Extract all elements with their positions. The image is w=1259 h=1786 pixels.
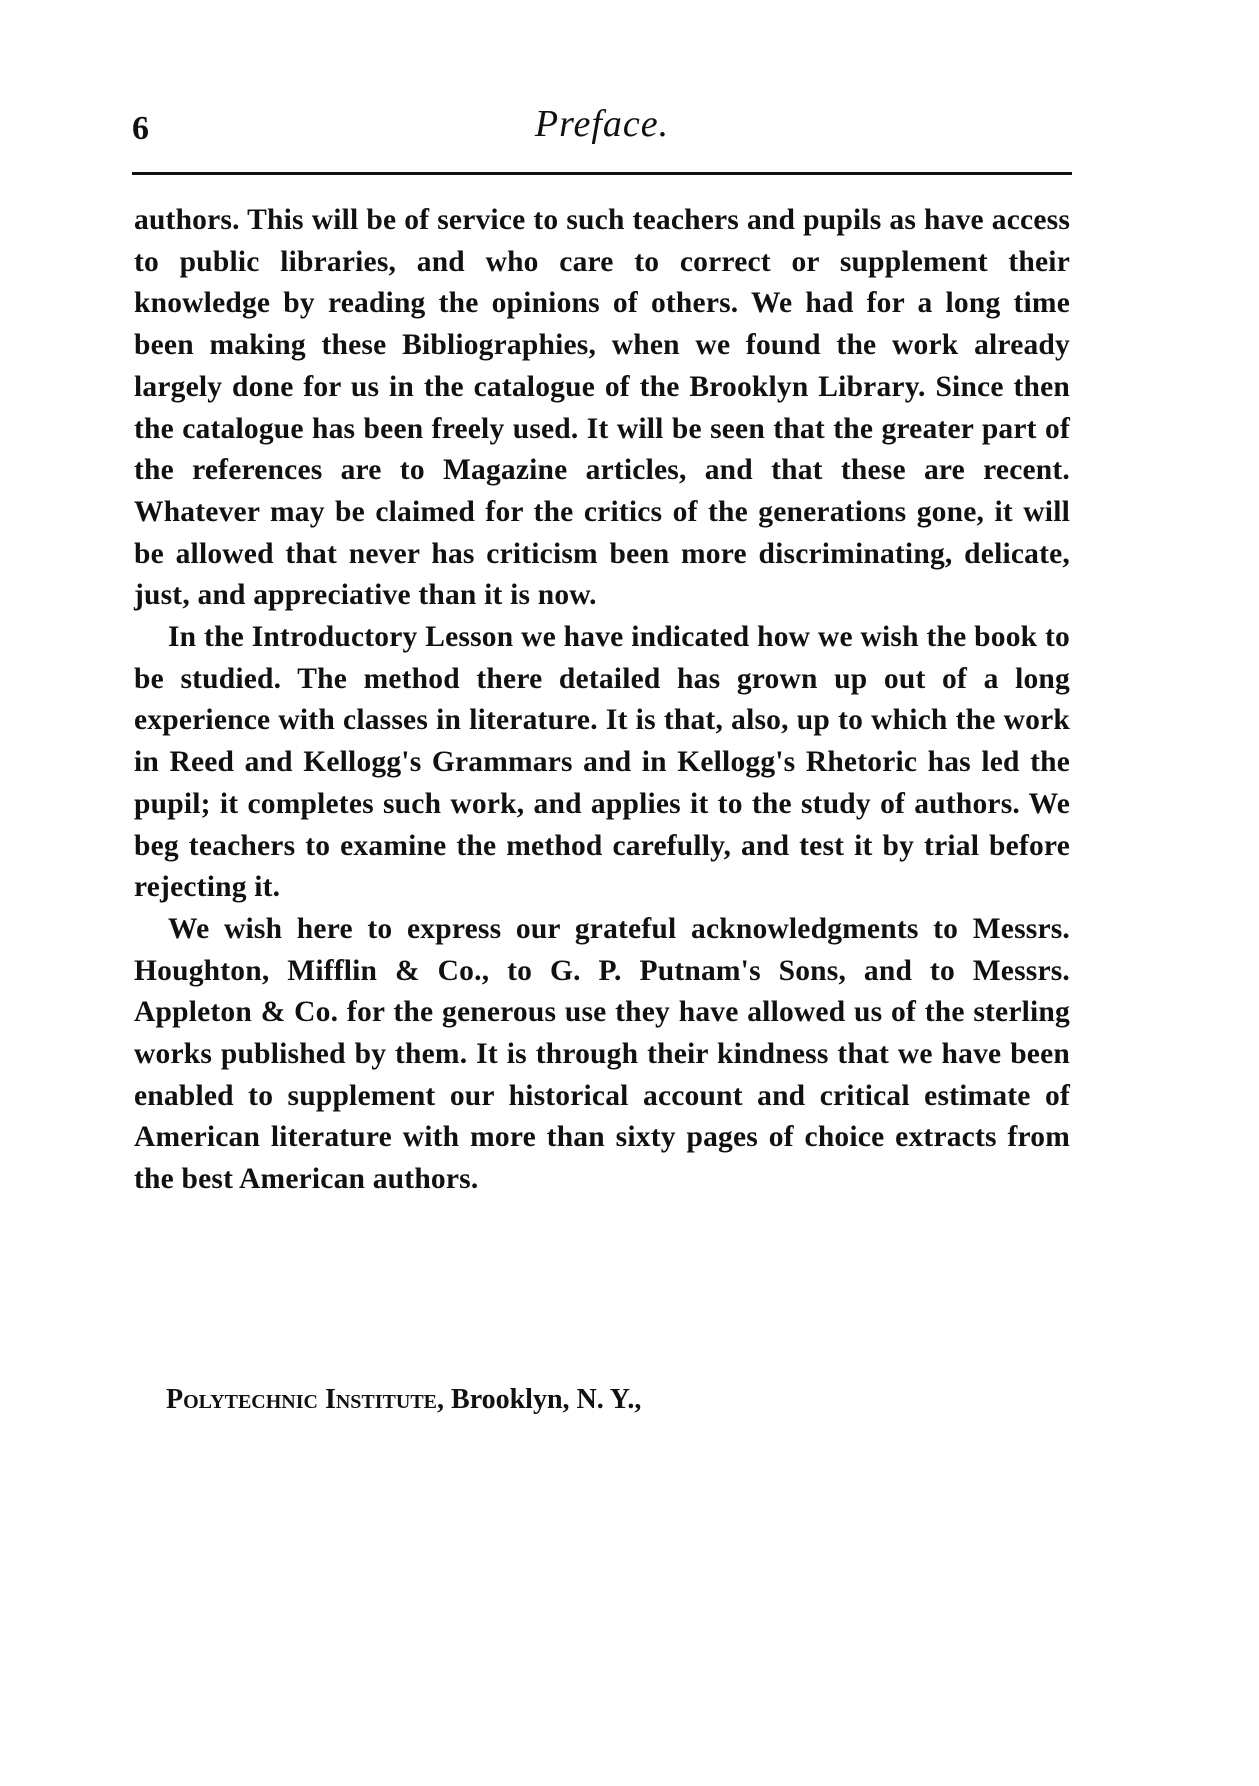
paragraph-continuation: authors. This will be of service to such teachers and pupils as have access to public libraries, and who care to correct or supplement their knowledge by reading the opinions of others. We had for a long time been making these Bibliographies, when we found the work already largely done for us in the catalogue of the Brooklyn Library. Since then the catalogue has been freely used. It will be seen that the greater part of the references are to Magazine articles, and that these are recent. Whatever may be claimed for the critics of the generations gone, it will be allowed that never has criticism been more discriminating, delicate, just, and appreciative than it is now. [134,204,1070,612]
paragraph-acknowledgments: We wish here to express our grateful acknowledgments to Messrs. Houghton, Mifflin & Co., to G. P. Putnam's Sons, and to Messrs. Appleton & Co. for the generous use they have allowed us of the sterling works published by them. It is through their kindness that we have been enabled to supplement our historical account and critical estimate of American literature with more than sixty pages of choice extracts from the best American authors. [134,912,1070,1196]
signature-location: , Brooklyn, N. Y., [437,1384,642,1415]
running-title: Preface. [534,103,670,145]
paragraph-introductory-lesson: In the Introductory Lesson we have indicated how we wish the book to be studied. The method there detailed has grown up out of a long experience with classes in literature. It is that, also, up to which the work in Reed and Kellogg's Grammars and in Kellogg's Rhetoric has led the pupil; it completes such work, and applies it to the study of authors. We beg teachers to examine the method carefully, and test it by trial before rejecting it. [134,621,1070,904]
signature-institution: Polytechnic Institute [166,1384,438,1415]
header-rule [132,172,1072,175]
page-number: 6 [132,110,149,147]
page-header [132,102,1072,158]
body-text [134,200,1070,1201]
signature-line [166,1384,641,1416]
